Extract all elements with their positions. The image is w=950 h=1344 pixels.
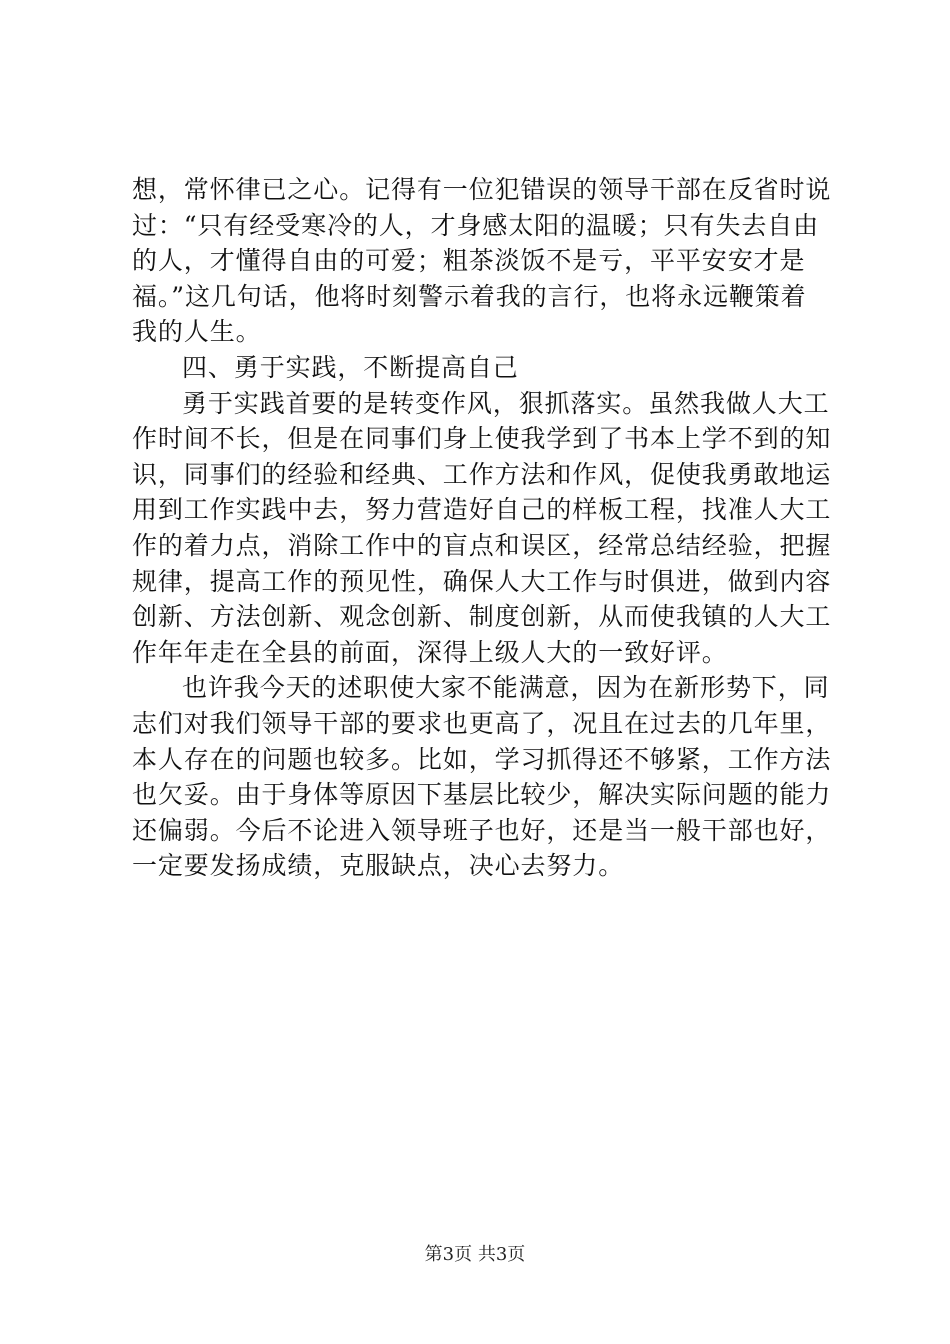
- page-footer: [0, 1243, 950, 1267]
- text-line: 规律，提高工作的预见性，确保人大工作与时俱进，做到内容: [132, 566, 832, 596]
- text-line: 福。”这几句话，他将时刻警示着我的言行，也将永远鞭策着: [132, 281, 807, 311]
- text-line: 过：“只有经受寒冷的人，才身感太阳的温暖；只有失去自由: [132, 210, 820, 240]
- text-line: 本人存在的问题也较多。比如，学习抓得还不够紧，工作方法: [132, 744, 832, 774]
- text-line: 一定要发扬成绩，克服缺点，决心去努力。: [132, 851, 625, 881]
- text-line: 创新、方法创新、观念创新、制度创新，从而使我镇的人大工: [132, 602, 832, 632]
- text-line: 志们对我们领导干部的要求也更高了，况且在过去的几年里，: [132, 708, 832, 738]
- text-line: 识，同事们的经验和经典、工作方法和作风，促使我勇敢地运: [132, 459, 832, 489]
- text-line: 作时间不长，但是在同事们身上使我学到了书本上学不到的知: [132, 424, 832, 454]
- text-line: 也许我今天的述职使大家不能满意，因为在新形势下，同: [182, 673, 830, 703]
- text-line: 想，常怀律已之心。记得有一位犯错误的领导干部在反省时说: [132, 175, 832, 204]
- text-line: 也欠妥。由于身体等原因下基层比较少，解决实际问题的能力: [132, 780, 832, 810]
- text-line: 还偏弱。今后不论进入领导班子也好，还是当一般干部也好，: [132, 815, 832, 845]
- text-line: 勇于实践首要的是转变作风，狠抓落实。虽然我做人大工: [182, 388, 830, 418]
- text-line: 用到工作实践中去，努力营造好自己的样板工程，找准人大工: [132, 495, 832, 525]
- document-body: [132, 172, 832, 884]
- text-line: 作年年走在全县的前面，深得上级人大的一致好评。: [132, 637, 728, 667]
- text-line: 作的着力点，消除工作中的盲点和误区，经常总结经验，把握: [132, 530, 832, 560]
- text-line: 我的人生。: [132, 317, 262, 347]
- text-line: 的人，才懂得自由的可爱；粗茶淡饭不是亏，平平安安才是: [132, 246, 806, 276]
- section-heading: 四、勇于实践，不断提高自己: [182, 352, 519, 382]
- page-number-label: 第3页 共3页: [424, 1244, 526, 1265]
